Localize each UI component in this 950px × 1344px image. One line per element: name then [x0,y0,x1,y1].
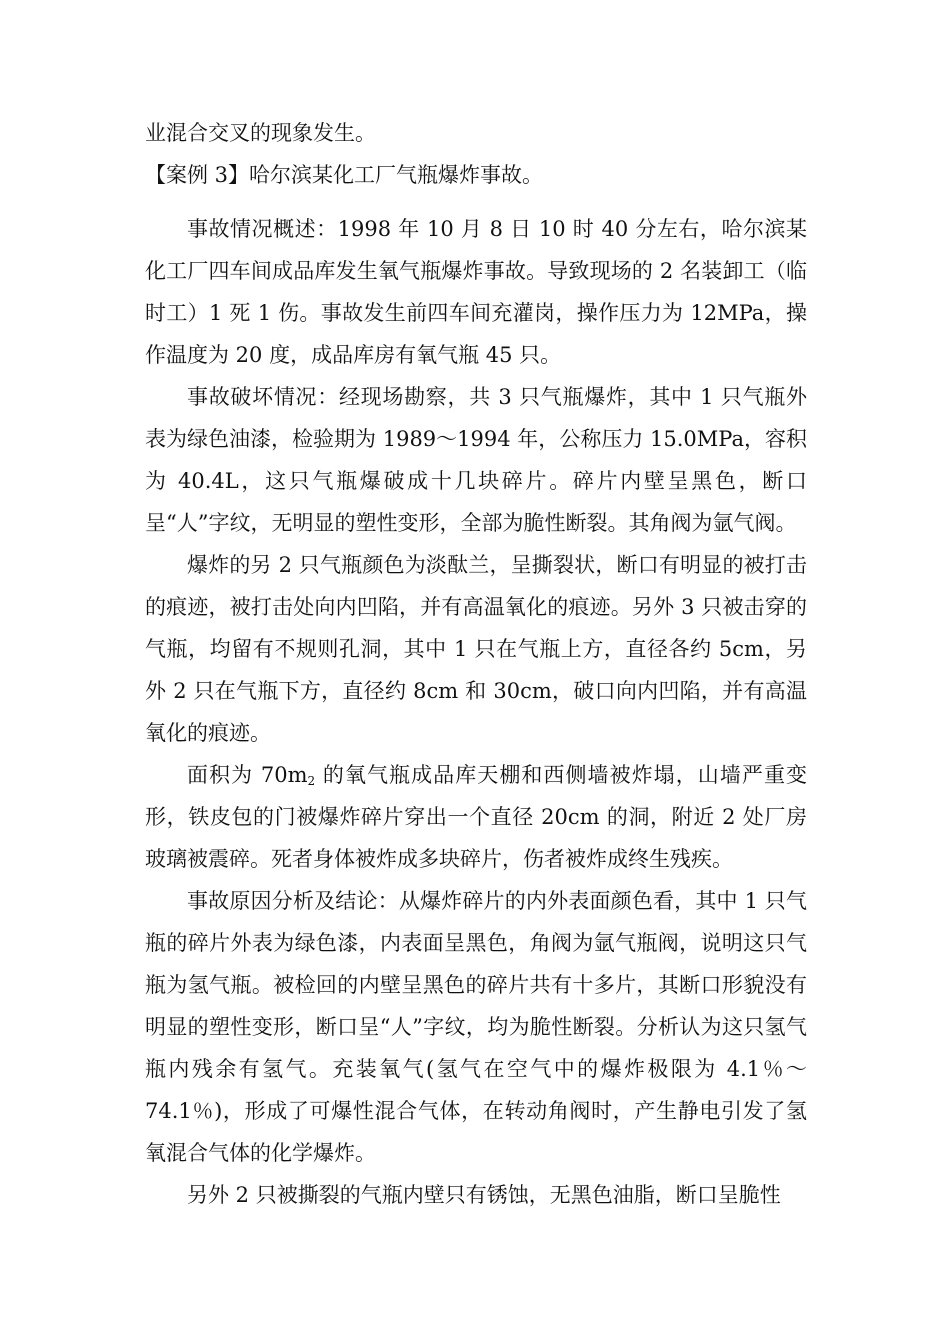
paragraph-cause: 事故原因分析及结论：从爆炸碎片的内外表面颜色看，其中 1 只气瓶的碎片外表为绿色漆，内表面呈黑色，角阀为氩气瓶阀，说明这只气瓶为氢气瓶。被检回的内壁呈黑色的碎片共有十多片，其断口形貌没有明显的塑性变形，断口呈“人”字纹，均为脆性断裂。分析认为这只氢气瓶内残余有氢气。充装氧气(氢气在空气中的爆炸极限为 4.1％～74.1％)，形成了可爆性混合气体，在转动角阀时，产生静电引发了氢氧混合气体的化学爆炸。 [145,889,807,1165]
paragraph-damage-3 [145,754,807,880]
paragraph-continuation: 业混合交叉的现象发生。 [145,121,376,145]
area-unit-superscript: 2 [307,774,316,788]
paragraph-damage-2: 爆炸的另 2 只气瓶颜色为淡酞兰，呈撕裂状，断口有明显的被打击的痕迹，被打击处向内凹陷，并有高温氧化的痕迹。另外 3 只被击穿的气瓶，均留有不规则孔洞，其中 1 只在气瓶上方，直径各约 5cm，另外 2 只在气瓶下方，直径约 8cm 和 30cm，破口向内凹陷，并有高温氧化的痕迹。 [145,553,807,745]
document-page [145,112,807,1216]
area-text: 面积为 70m [187,763,308,787]
paragraph-damage-1: 事故破坏情况：经现场勘察，共 3 只气瓶爆炸，其中 1 只气瓶外表为绿色油漆，检验期为 1989～1994 年，公称压力 15.0MPa，容积为 40.4L，这只气瓶爆破成十几块碎片。碎片内壁呈黑色，断口呈“人”字纹，无明显的塑性变形，全部为脆性断裂。其角阀为氩气阀。 [145,385,807,535]
paragraph-overview: 事故情况概述：1998 年 10 月 8 日 10 时 40 分左右，哈尔滨某化工厂四车间成品库发生氧气瓶爆炸事故。导致现场的 2 名装卸工（临时工）1 死 1 伤。事故发生前四车间充灌岗，操作压力为 12MPa，操作温度为 20 度，成品库房有氧气瓶 45 只。 [145,217,807,367]
paragraph-last: 另外 2 只被撕裂的气瓶内壁只有锈蚀，无黑色油脂，断口呈脆性 [187,1183,781,1207]
damage-text: 的氧气瓶成品库天棚和西侧墙被炸塌，山墙严重变形，铁皮包的门被爆炸碎片穿出一个直径 20cm 的洞，附近 2 处厂房玻璃被震碎。死者身体被炸成多块碎片，伤者被炸成终生残疾。 [145,763,807,871]
case-heading: 【案例 3】哈尔滨某化工厂气瓶爆炸事故。 [145,163,544,187]
